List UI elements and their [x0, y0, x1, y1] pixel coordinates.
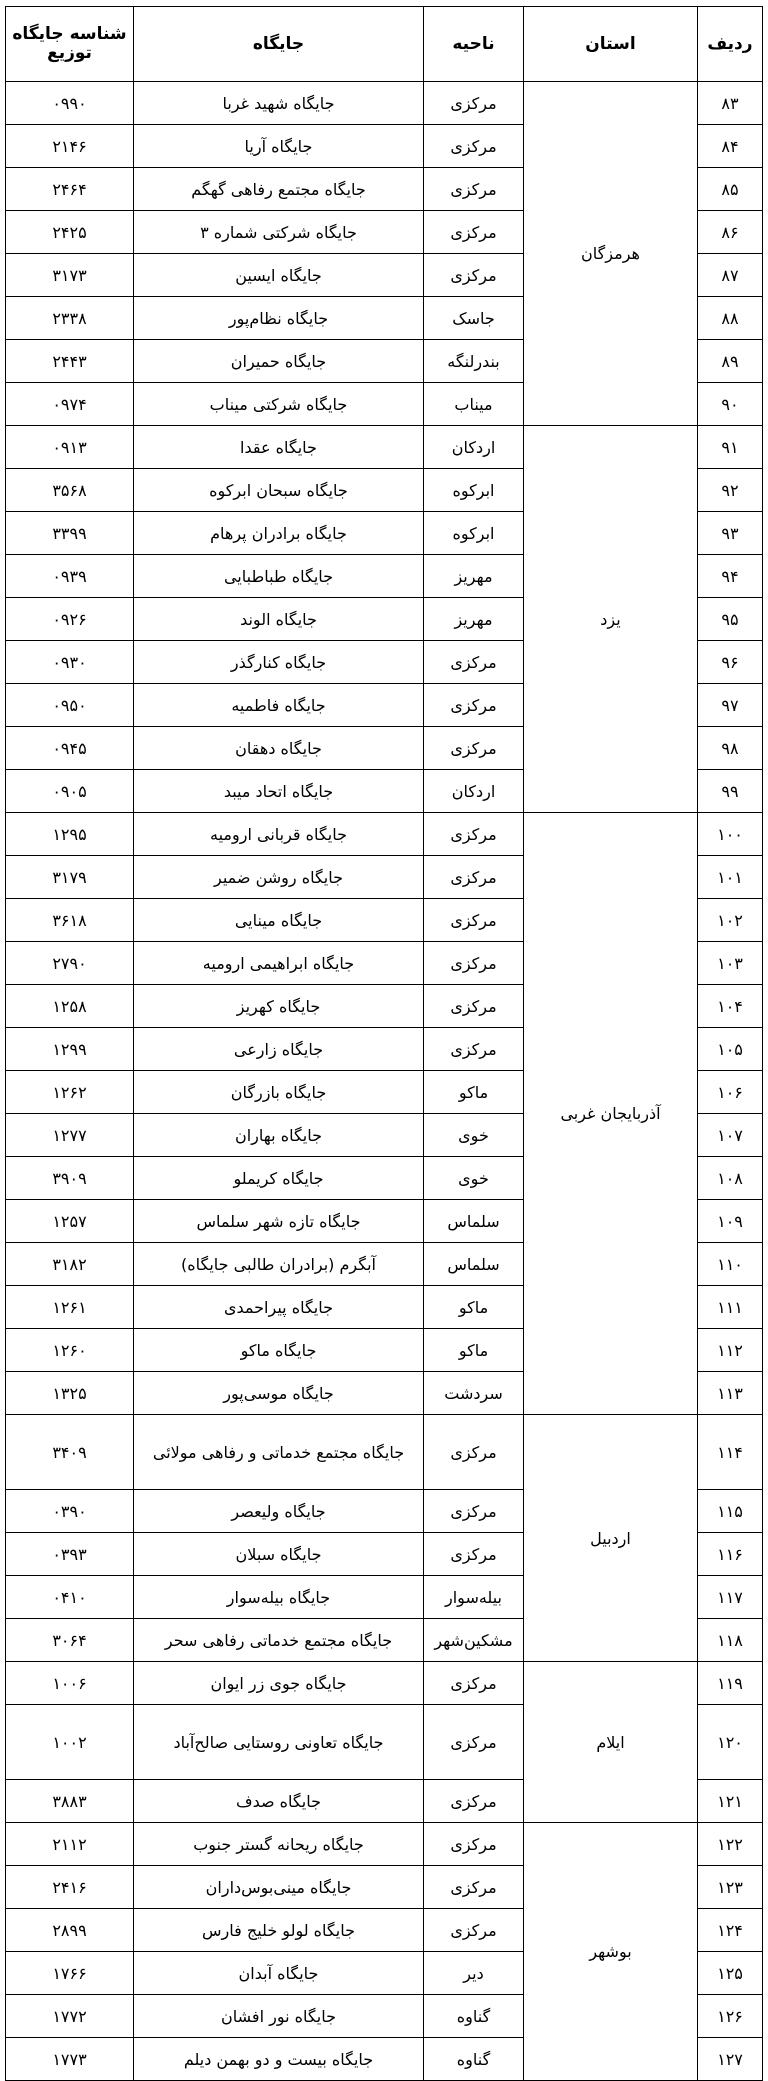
- row-number-cell: ۱۱۴: [698, 1415, 763, 1490]
- region-cell: سلماس: [424, 1200, 524, 1243]
- table-row: [6, 426, 763, 469]
- station-id-cell: ۰۳۹۰: [6, 1490, 134, 1533]
- region-cell: اردکان: [424, 770, 524, 813]
- table-row: [6, 1662, 763, 1705]
- row-number-cell: ۹۶: [698, 641, 763, 684]
- region-cell: ماکو: [424, 1071, 524, 1114]
- row-number-cell: ۸۸: [698, 297, 763, 340]
- station-id-cell: ۳۶۱۸: [6, 899, 134, 942]
- row-number-cell: ۱۰۱: [698, 856, 763, 899]
- region-cell: سلماس: [424, 1243, 524, 1286]
- region-cell: جاسک: [424, 297, 524, 340]
- station-id-cell: ۲۴۶۴: [6, 168, 134, 211]
- station-id-cell: ۲۱۱۲: [6, 1823, 134, 1866]
- stations-table: [5, 6, 763, 2081]
- region-cell: مرکزی: [424, 1909, 524, 1952]
- row-number-cell: ۹۸: [698, 727, 763, 770]
- station-id-cell: ۱۲۷۷: [6, 1114, 134, 1157]
- station-id-cell: ۳۱۷۹: [6, 856, 134, 899]
- station-cell: جایگاه کریملو: [134, 1157, 424, 1200]
- region-cell: سردشت: [424, 1372, 524, 1415]
- row-number-cell: ۱۲۷: [698, 2038, 763, 2081]
- region-cell: مرکزی: [424, 1823, 524, 1866]
- row-number-cell: ۱۱۳: [698, 1372, 763, 1415]
- station-cell: آبگرم (برادران طالبی جایگاه): [134, 1243, 424, 1286]
- row-number-cell: ۹۲: [698, 469, 763, 512]
- station-id-cell: ۱۲۵۷: [6, 1200, 134, 1243]
- station-cell: جایگاه کهریز: [134, 985, 424, 1028]
- region-cell: مرکزی: [424, 125, 524, 168]
- province-cell: یزد: [524, 426, 698, 813]
- station-id-cell: ۱۲۹۵: [6, 813, 134, 856]
- station-id-cell: ۰۹۹۰: [6, 82, 134, 125]
- region-cell: خوی: [424, 1114, 524, 1157]
- row-number-cell: ۸۴: [698, 125, 763, 168]
- province-cell: هرمزگان: [524, 82, 698, 426]
- row-number-cell: ۸۵: [698, 168, 763, 211]
- region-cell: اردکان: [424, 426, 524, 469]
- station-id-cell: ۳۵۶۸: [6, 469, 134, 512]
- station-id-cell: ۲۴۴۳: [6, 340, 134, 383]
- station-cell: جایگاه دهقان: [134, 727, 424, 770]
- row-number-cell: ۱۱۲: [698, 1329, 763, 1372]
- station-cell: جایگاه تازه شهر سلماس: [134, 1200, 424, 1243]
- row-number-cell: ۹۰: [698, 383, 763, 426]
- region-cell: میناب: [424, 383, 524, 426]
- header-station: جایگاه: [134, 7, 424, 82]
- row-number-cell: ۱۰۳: [698, 942, 763, 985]
- station-id-cell: ۰۹۲۶: [6, 598, 134, 641]
- station-cell: جایگاه آبدان: [134, 1952, 424, 1995]
- station-cell: جایگاه اتحاد میبد: [134, 770, 424, 813]
- station-id-cell: ۱۲۶۱: [6, 1286, 134, 1329]
- station-id-cell: ۰۹۱۳: [6, 426, 134, 469]
- station-id-cell: ۲۷۹۰: [6, 942, 134, 985]
- station-id-cell: ۰۹۳۰: [6, 641, 134, 684]
- row-number-cell: ۹۳: [698, 512, 763, 555]
- header-region: ناحیه: [424, 7, 524, 82]
- row-number-cell: ۱۰۵: [698, 1028, 763, 1071]
- station-id-cell: ۳۳۹۹: [6, 512, 134, 555]
- station-cell: جایگاه مجتمع خدماتی و رفاهی مولائی: [134, 1415, 424, 1490]
- station-id-cell: ۲۴۲۵: [6, 211, 134, 254]
- row-number-cell: ۱۰۶: [698, 1071, 763, 1114]
- station-cell: جایگاه مجتمع خدماتی رفاهی سحر: [134, 1619, 424, 1662]
- header-province: استان: [524, 7, 698, 82]
- station-cell: جایگاه سبلان: [134, 1533, 424, 1576]
- province-cell: آذربایجان غربی: [524, 813, 698, 1415]
- region-cell: مرکزی: [424, 641, 524, 684]
- region-cell: مرکزی: [424, 1780, 524, 1823]
- station-id-cell: ۲۳۳۸: [6, 297, 134, 340]
- station-id-cell: ۳۱۷۳: [6, 254, 134, 297]
- region-cell: مرکزی: [424, 985, 524, 1028]
- station-id-cell: ۳۹۰۹: [6, 1157, 134, 1200]
- region-cell: مرکزی: [424, 1490, 524, 1533]
- station-cell: جایگاه ایسین: [134, 254, 424, 297]
- station-cell: جایگاه فاطمیه: [134, 684, 424, 727]
- row-number-cell: ۱۱۰: [698, 1243, 763, 1286]
- station-cell: جایگاه لولو خلیج فارس: [134, 1909, 424, 1952]
- station-id-cell: ۰۹۴۵: [6, 727, 134, 770]
- station-cell: جایگاه مینایی: [134, 899, 424, 942]
- station-id-cell: ۱۷۷۲: [6, 1995, 134, 2038]
- row-number-cell: ۱۱۵: [698, 1490, 763, 1533]
- station-cell: جایگاه ابراهیمی ارومیه: [134, 942, 424, 985]
- region-cell: مرکزی: [424, 942, 524, 985]
- row-number-cell: ۱۲۰: [698, 1705, 763, 1780]
- station-id-cell: ۱۳۲۵: [6, 1372, 134, 1415]
- row-number-cell: ۱۰۸: [698, 1157, 763, 1200]
- region-cell: مرکزی: [424, 1415, 524, 1490]
- station-cell: جایگاه الوند: [134, 598, 424, 641]
- region-cell: مرکزی: [424, 168, 524, 211]
- station-cell: جایگاه ریحانه گستر جنوب: [134, 1823, 424, 1866]
- region-cell: مهریز: [424, 555, 524, 598]
- row-number-cell: ۱۱۶: [698, 1533, 763, 1576]
- station-cell: جایگاه شرکتی شماره ۳: [134, 211, 424, 254]
- row-number-cell: ۱۲۴: [698, 1909, 763, 1952]
- station-id-cell: ۰۳۹۳: [6, 1533, 134, 1576]
- station-cell: جایگاه حمیران: [134, 340, 424, 383]
- row-number-cell: ۸۷: [698, 254, 763, 297]
- region-cell: ابرکوه: [424, 469, 524, 512]
- station-id-cell: ۱۲۵۸: [6, 985, 134, 1028]
- region-cell: بیله‌سوار: [424, 1576, 524, 1619]
- station-cell: جایگاه مجتمع رفاهی گهگم: [134, 168, 424, 211]
- row-number-cell: ۱۰۷: [698, 1114, 763, 1157]
- station-cell: جایگاه ولیعصر: [134, 1490, 424, 1533]
- table-header: [6, 7, 763, 82]
- station-cell: جایگاه بیله‌سوار: [134, 1576, 424, 1619]
- station-cell: جایگاه شهید غربا: [134, 82, 424, 125]
- station-id-cell: ۱۲۶۲: [6, 1071, 134, 1114]
- row-number-cell: ۱۰۴: [698, 985, 763, 1028]
- station-cell: جایگاه پیراحمدی: [134, 1286, 424, 1329]
- row-number-cell: ۱۲۳: [698, 1866, 763, 1909]
- row-number-cell: ۱۰۰: [698, 813, 763, 856]
- table-row: [6, 813, 763, 856]
- table-row: [6, 1415, 763, 1490]
- row-number-cell: ۱۲۲: [698, 1823, 763, 1866]
- station-id-cell: ۰۹۳۹: [6, 555, 134, 598]
- region-cell: گناوه: [424, 2038, 524, 2081]
- station-cell: جایگاه روشن ضمیر: [134, 856, 424, 899]
- station-cell: جایگاه سبحان ابرکوه: [134, 469, 424, 512]
- row-number-cell: ۱۱۹: [698, 1662, 763, 1705]
- row-number-cell: ۱۰۲: [698, 899, 763, 942]
- row-number-cell: ۱۲۵: [698, 1952, 763, 1995]
- region-cell: مشکین‌شهر: [424, 1619, 524, 1662]
- region-cell: مرکزی: [424, 1705, 524, 1780]
- region-cell: ماکو: [424, 1286, 524, 1329]
- station-cell: جایگاه نظام‌پور: [134, 297, 424, 340]
- station-cell: جایگاه بیست و دو بهمن دیلم: [134, 2038, 424, 2081]
- station-id-cell: ۲۴۱۶: [6, 1866, 134, 1909]
- row-number-cell: ۱۲۱: [698, 1780, 763, 1823]
- row-number-cell: ۸۶: [698, 211, 763, 254]
- station-id-cell: ۳۴۰۹: [6, 1415, 134, 1490]
- station-id-cell: ۱۲۹۹: [6, 1028, 134, 1071]
- row-number-cell: ۱۱۸: [698, 1619, 763, 1662]
- station-cell: جایگاه تعاونی روستایی صالح‌آباد: [134, 1705, 424, 1780]
- row-number-cell: ۸۹: [698, 340, 763, 383]
- station-id-cell: ۰۹۵۰: [6, 684, 134, 727]
- province-cell: اردبیل: [524, 1415, 698, 1662]
- region-cell: خوی: [424, 1157, 524, 1200]
- row-number-cell: ۱۰۹: [698, 1200, 763, 1243]
- region-cell: مرکزی: [424, 856, 524, 899]
- station-cell: جایگاه نور افشان: [134, 1995, 424, 2038]
- station-id-cell: ۱۲۶۰: [6, 1329, 134, 1372]
- region-cell: مرکزی: [424, 1533, 524, 1576]
- station-cell: جایگاه بهاران: [134, 1114, 424, 1157]
- row-number-cell: ۹۹: [698, 770, 763, 813]
- station-cell: جایگاه برادران پرهام: [134, 512, 424, 555]
- region-cell: مرکزی: [424, 211, 524, 254]
- region-cell: مرکزی: [424, 1028, 524, 1071]
- station-cell: جایگاه آریا: [134, 125, 424, 168]
- station-id-cell: ۱۰۰۶: [6, 1662, 134, 1705]
- region-cell: مرکزی: [424, 82, 524, 125]
- row-number-cell: ۸۳: [698, 82, 763, 125]
- table-row: [6, 82, 763, 125]
- region-cell: بندرلنگه: [424, 340, 524, 383]
- row-number-cell: ۹۵: [698, 598, 763, 641]
- row-number-cell: ۱۲۶: [698, 1995, 763, 2038]
- region-cell: مرکزی: [424, 727, 524, 770]
- row-number-cell: ۹۱: [698, 426, 763, 469]
- row-number-cell: ۹۷: [698, 684, 763, 727]
- row-number-cell: ۱۱۷: [698, 1576, 763, 1619]
- station-id-cell: ۲۸۹۹: [6, 1909, 134, 1952]
- station-id-cell: ۰۴۱۰: [6, 1576, 134, 1619]
- region-cell: دیر: [424, 1952, 524, 1995]
- station-cell: جایگاه شرکتی میناب: [134, 383, 424, 426]
- region-cell: مرکزی: [424, 1866, 524, 1909]
- station-cell: جایگاه بازرگان: [134, 1071, 424, 1114]
- station-id-cell: ۰۹۷۴: [6, 383, 134, 426]
- region-cell: مرکزی: [424, 1662, 524, 1705]
- province-cell: بوشهر: [524, 1823, 698, 2081]
- station-id-cell: ۳۱۸۲: [6, 1243, 134, 1286]
- station-id-cell: ۲۱۴۶: [6, 125, 134, 168]
- station-cell: جایگاه ماکو: [134, 1329, 424, 1372]
- station-id-cell: ۱۰۰۲: [6, 1705, 134, 1780]
- station-id-cell: ۱۷۶۶: [6, 1952, 134, 1995]
- region-cell: مرکزی: [424, 813, 524, 856]
- header-row-number: ردیف: [698, 7, 763, 82]
- region-cell: مرکزی: [424, 899, 524, 942]
- table-body: [6, 82, 763, 2081]
- province-cell: ایلام: [524, 1662, 698, 1823]
- station-cell: جایگاه مینی‌بوس‌داران: [134, 1866, 424, 1909]
- page: [5, 6, 762, 2081]
- station-cell: جایگاه جوی زر ایوان: [134, 1662, 424, 1705]
- row-number-cell: ۹۴: [698, 555, 763, 598]
- station-cell: جایگاه زارعی: [134, 1028, 424, 1071]
- region-cell: گناوه: [424, 1995, 524, 2038]
- region-cell: ابرکوه: [424, 512, 524, 555]
- station-id-cell: ۰۹۰۵: [6, 770, 134, 813]
- table-row: [6, 1823, 763, 1866]
- station-cell: جایگاه قربانی ارومیه: [134, 813, 424, 856]
- station-id-cell: ۱۷۷۳: [6, 2038, 134, 2081]
- region-cell: ماکو: [424, 1329, 524, 1372]
- station-id-cell: ۳۰۶۴: [6, 1619, 134, 1662]
- station-cell: جایگاه موسی‌پور: [134, 1372, 424, 1415]
- station-cell: جایگاه طباطبایی: [134, 555, 424, 598]
- region-cell: مرکزی: [424, 684, 524, 727]
- station-cell: جایگاه کنارگذر: [134, 641, 424, 684]
- row-number-cell: ۱۱۱: [698, 1286, 763, 1329]
- region-cell: مرکزی: [424, 254, 524, 297]
- region-cell: مهریز: [424, 598, 524, 641]
- station-cell: جایگاه عقدا: [134, 426, 424, 469]
- station-id-cell: ۳۸۸۳: [6, 1780, 134, 1823]
- header-station-id: شناسه جایگاه توزیع: [6, 7, 134, 82]
- station-cell: جایگاه صدف: [134, 1780, 424, 1823]
